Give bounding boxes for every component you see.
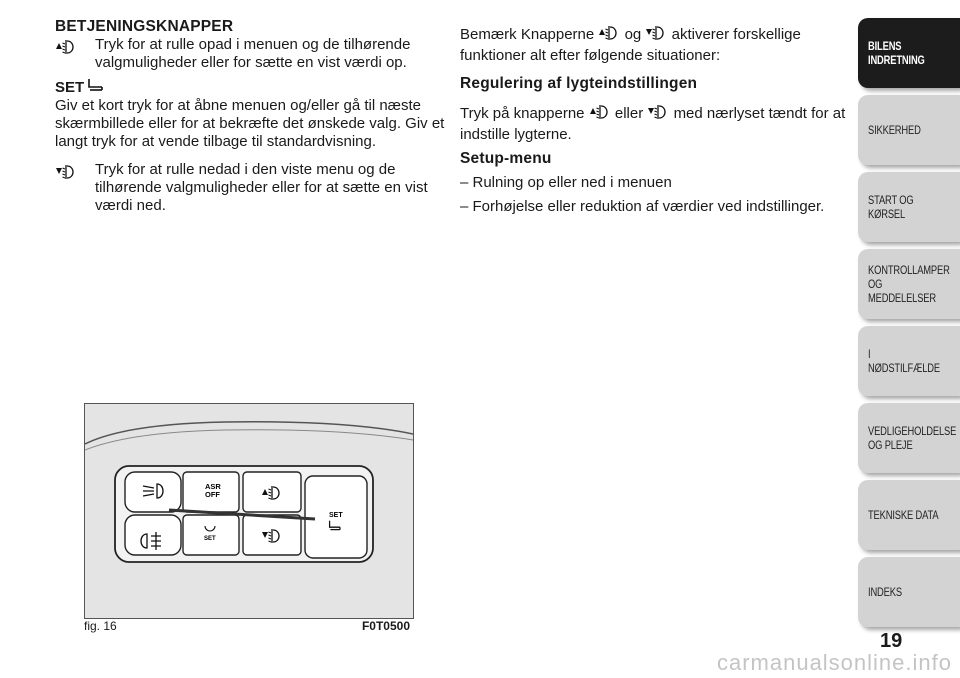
set-text: Giv et kort tryk for at åbne menuen og/eller gå til næste skærmbillede eller for at bekræfte det ønskede valg. Giv et langt tryk for at vende tilbage til standardvisning.	[55, 97, 445, 150]
tab-kontrollamper[interactable]: KONTROLLAMPER OG MEDDELELSER	[858, 249, 960, 319]
lamp-up-icon	[598, 24, 620, 47]
tab-tekniske-data[interactable]: TEKNISKE DATA	[858, 480, 960, 550]
tab-indeks[interactable]: INDEKS	[858, 557, 960, 627]
set-label-text: SET	[55, 78, 85, 96]
intro-paragraph: Bemærk Knapperne og aktiverer forskellige funktioner alt efter følgende situationer:	[460, 26, 801, 64]
tab-vedligeholdelse[interactable]: VEDLIGEHOLDELSE OG PLEJE	[858, 403, 960, 473]
set-label	[55, 78, 445, 97]
tab-i-nodstilfaelde[interactable]: I NØDSTILFÆLDE	[858, 326, 960, 396]
figure-label: fig. 16	[84, 619, 117, 633]
watermark: carmanualsonline.info	[716, 650, 952, 675]
figure-code: F0T0500	[361, 619, 410, 633]
set-arrow-icon	[87, 78, 105, 97]
page-number: 19	[880, 630, 903, 652]
tab-sikkerhed[interactable]: SIKKERHED	[858, 95, 960, 165]
right-column	[460, 24, 850, 216]
headlight-paragraph: Tryk på knapperne eller med nærlyset tændt for at indstille lygterne.	[460, 105, 846, 143]
svg-text:SET: SET	[329, 512, 343, 519]
lamp-up-icon	[589, 103, 611, 126]
svg-text:OFF: OFF	[205, 490, 220, 499]
subheading-headlight: Regulering af lygteindstillingen	[460, 75, 698, 92]
tab-start-og-korsel[interactable]: START OG KØRSEL	[858, 172, 960, 242]
lamp-down-icon	[647, 103, 669, 126]
down-button-description	[55, 161, 445, 215]
up-text: Tryk for at rulle opad i menuen og de tilhørende valgmuligheder eller for sætte en vist værdi op.	[95, 36, 411, 71]
svg-text:ASR: ASR	[205, 482, 221, 491]
section-heading: BETJENINGSKNAPPER	[55, 18, 234, 35]
up-button-description	[55, 36, 445, 72]
figure-control-panel	[84, 403, 414, 619]
lamp-down-icon	[645, 24, 667, 47]
tab-bilens-indretning[interactable]: BILENS INDRETNING	[858, 18, 960, 88]
setup-item-1: – Rulning op eller ned i menuen	[460, 174, 672, 191]
svg-text:SET: SET	[204, 536, 216, 542]
setup-item-2: – Forhøjelse eller reduktion af værdier ved indstillinger.	[460, 198, 825, 215]
left-column	[55, 18, 445, 215]
chapter-sidebar	[858, 18, 960, 634]
lamp-down-icon	[55, 161, 95, 186]
lamp-up-icon	[55, 36, 95, 61]
down-text: Tryk for at rulle nedad i den viste menu og de tilhørende valgmuligheder eller for at sætte en vist værdi ned.	[95, 161, 428, 214]
subheading-setup: Setup-menu	[460, 150, 552, 167]
